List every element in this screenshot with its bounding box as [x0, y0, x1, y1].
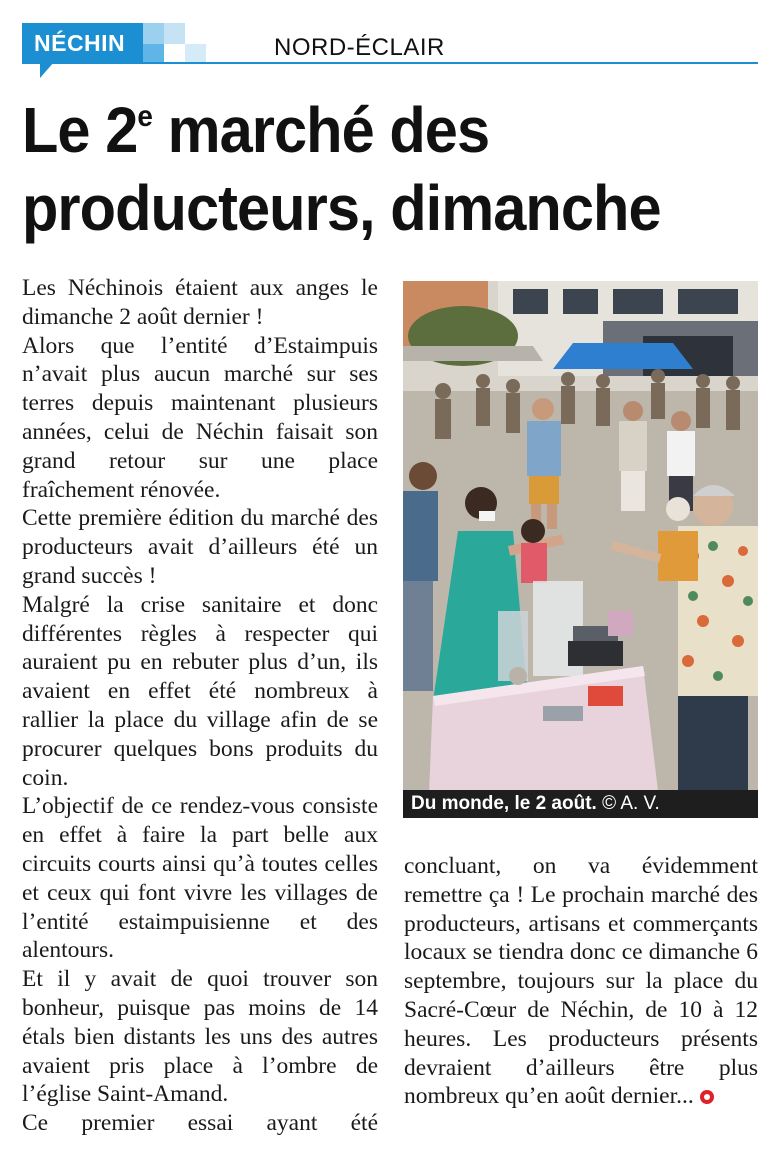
paragraph: Alors que l’entité d’Estaimpuis n’avait plus aucun marché sur ses terres depuis maintenant plusieurs années, celui de Néchin faisait son grand retour sur une place fraîchement rénovée. — [22, 332, 378, 503]
header-rule — [22, 62, 758, 64]
article-left-column — [22, 274, 378, 1138]
rubric-square-decoration — [185, 44, 206, 63]
paragraph: Et il y avait de quoi trouver son bonheur, puisque pas moins de 14 étals bien distants les uns des autres avaient pris place à l’ombre de l’église Saint-Amand. — [22, 966, 378, 1108]
rubric-tail-decoration — [40, 62, 54, 78]
paragraph: Malgré la crise sanitaire et donc différentes règles à respecter qui auraient pu en rebuter plus d’un, ils avaient en effet été nombreux à rallier la place du village afin de se procurer quelques bons produits du coin. — [22, 591, 378, 791]
headline-part-2: marché des producteurs, dimanche — [22, 94, 661, 244]
paragraph: Cette première édition du marché des producteurs avait d’ailleurs été un grand succès ! — [22, 505, 378, 589]
rubric-square-decoration — [143, 23, 164, 44]
rubric-square-decoration — [143, 44, 164, 63]
paragraph: Les Néchinois étaient aux anges le dimanche 2 août dernier ! — [22, 275, 378, 330]
market-photo — [403, 281, 758, 818]
headline-part-1: Le 2 — [22, 94, 138, 166]
photo-credit: © A. V. — [596, 793, 660, 814]
market-scene-illustration — [403, 281, 758, 818]
section-rubric — [22, 23, 144, 63]
photo-caption — [403, 790, 758, 818]
rubric-square-decoration — [164, 23, 185, 44]
section-rubric-label: NÉCHIN — [34, 30, 126, 56]
paragraph: Ce premier essai ayant été — [22, 1110, 378, 1137]
caption-text: Du monde, le 2 août. — [411, 793, 597, 814]
paragraph — [404, 852, 758, 1111]
newspaper-name: NORD-ÉCLAIR — [274, 34, 445, 61]
paragraph: L’objectif de ce rendez-vous consiste en effet à faire la part belle aux circuits courts ainsi qu’à toutes celles et ceux qui font vivre les villages de l’entité estaimpuisienne et des alentours. — [22, 793, 378, 964]
headline-ordinal: e — [137, 100, 152, 133]
paragraph-text: concluant, on va évidemment remettre ça ! Le prochain marché des producteurs, artisans et commerçants locaux se tiendra donc ce dimanche 6 septembre, toujours sur la place du Sacré-Cœur de Néchin, de 10 à 12 heures. Les producteurs présents devraient d’ailleurs être plus nombreux qu’en août dernier... — [404, 853, 758, 1110]
article-right-column — [404, 852, 758, 1111]
end-of-article-icon — [700, 1090, 714, 1104]
article-headline — [22, 78, 710, 247]
